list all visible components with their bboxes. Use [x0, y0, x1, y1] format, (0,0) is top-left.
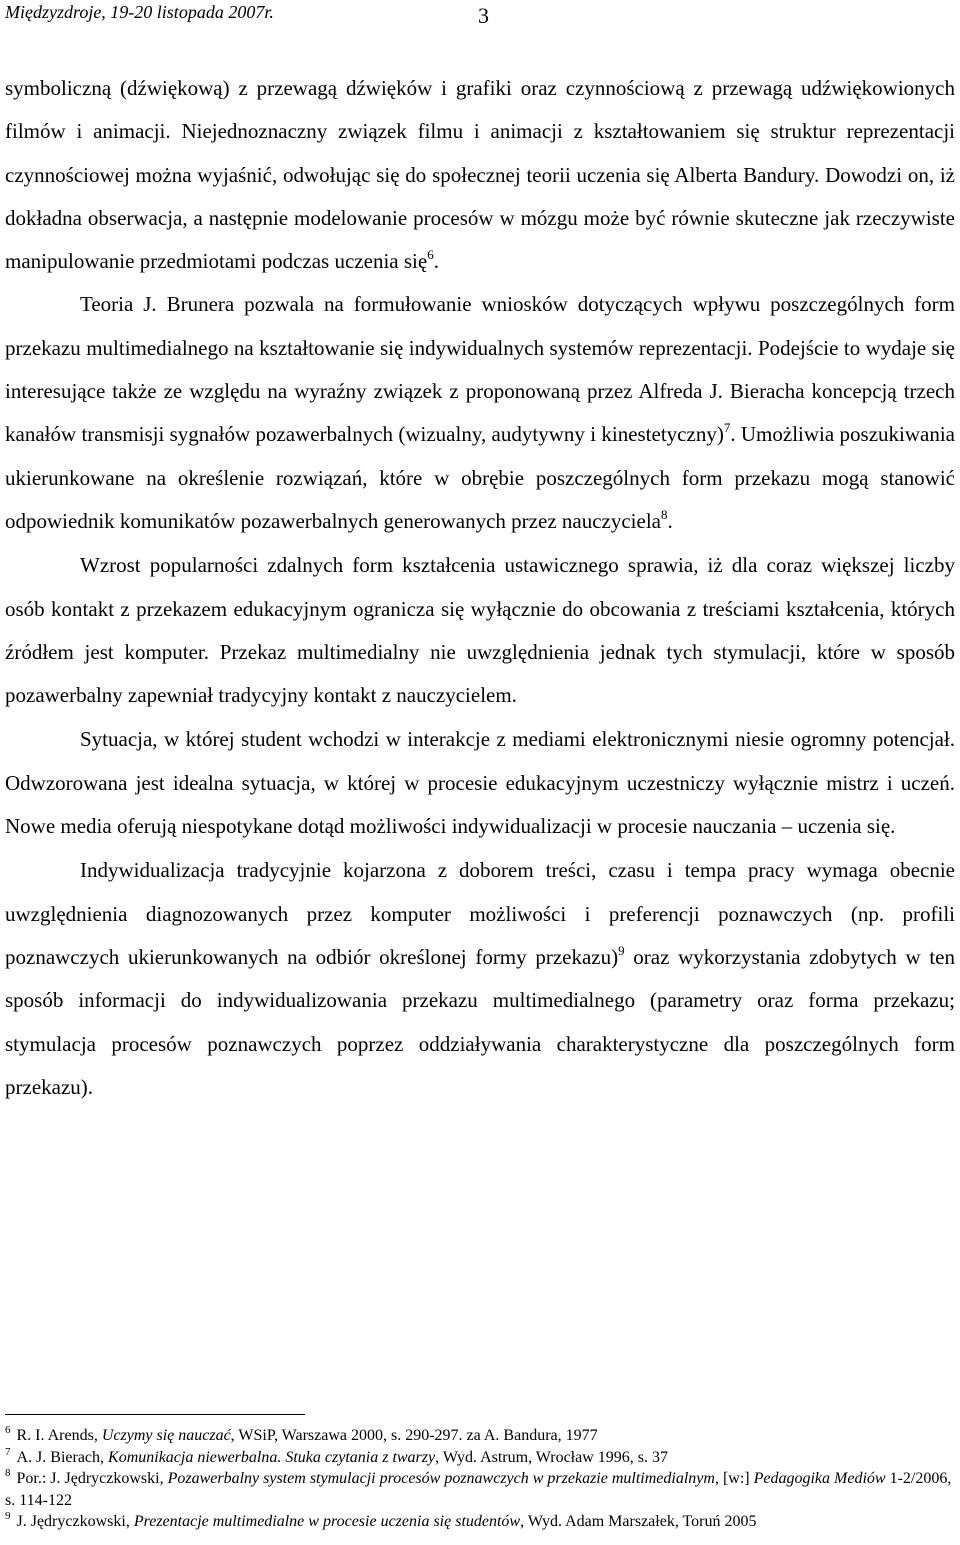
footnote-8	[5, 1468, 955, 1511]
footnote-mark: 9	[5, 1510, 11, 1522]
footnote-text: A. J. Bierach,	[16, 1448, 109, 1466]
page-header	[5, 2, 955, 28]
paragraph-2-text: Teoria J. Brunera pozwala na formułowanie wniosków dotyczących wpływu poszczególnych form przekazu multimedialnego na kształtowanie się indywidualnych systemów reprezentacji. Podejście to wydaje się interesujące także ze względu na wyraźny związek z proponowaną przez Alfreda J. Bieracha koncepcją trzech kanałów transmisji sygnałów pozawerbalnych (wizualny, audytywny i kinestetyczny)	[5, 292, 955, 447]
footnote-mark: 7	[5, 1445, 11, 1458]
footnote-text: , [w:]	[714, 1470, 754, 1487]
footnote-title: Pozawerbalny system stymulacji procesów poznawczych w przekazie multimedialnym	[167, 1470, 715, 1487]
footnote-text: 1-2/2006, s. 114-122	[5, 1470, 952, 1509]
footnote-text: , Wyd. Astrum, Wrocław 1996, s. 37	[435, 1448, 669, 1466]
footnote-title: Uczymy się nauczać	[101, 1427, 231, 1444]
paragraph-2-mid: . Umożliwia poszukiwania ukierunkowane na określenie rozwiązań, które w obrębie poszczególnych form przekazu mogą stanowić odpowiednik komunikatów pozawerbalnych generowanych przez nauczyciela	[5, 422, 955, 533]
footnote-text: , Wyd. Adam Marszałek, Toruń 2005	[520, 1513, 757, 1530]
footnote-title-2: Pedagogika Mediów	[753, 1470, 886, 1487]
footnote-separator	[5, 1414, 305, 1415]
footnote-ref-9[interactable]: 9	[618, 942, 625, 958]
paragraph-1	[5, 67, 955, 283]
paragraph-5-text: Indywidualizacja tradycyjnie kojarzona z doborem treści, czasu i tempa pracy wymaga obecnie uwzględnienia diagnozowanych przez komputer możliwości i preferencji poznawczych (np. profili poznawczych ukierunkowanych na odbiór określonej formy przekazu)	[5, 858, 955, 969]
footnote-text: Por.: J. Jędryczkowski,	[16, 1470, 168, 1487]
footnote-9	[5, 1511, 955, 1533]
paragraph-5	[5, 849, 955, 1109]
header-location-date: Międzyzdroje, 19-20 listopada 2007r.	[5, 2, 274, 22]
footnote-ref-7[interactable]: 7	[723, 420, 731, 436]
paragraph-4: Sytuacja, w której student wchodzi w interakcje z mediami elektronicznymi niesie ogromny potencjał. Odwzorowana jest idealna sytuacja, w której w procesie edukacyjnym uczestniczy wyłącznie mistrz i uczeń. Nowe media oferują niespotykane dotąd możliwości indywidualizacji w procesie nauczania – uczenia się.	[5, 727, 955, 839]
footnote-text: , WSiP, Warszawa 2000, s. 290-297. za A. Bandura, 1977	[230, 1427, 598, 1444]
footnote-6	[5, 1425, 955, 1447]
footnote-title: Prezentacje multimedialne w procesie uczenia się studentów	[133, 1513, 521, 1530]
footnote-text: R. I. Arends,	[16, 1427, 102, 1444]
paragraph-2-end: .	[667, 508, 673, 533]
footnotes	[5, 1425, 955, 1533]
paragraph-3: Wzrost popularności zdalnych form kształcenia ustawicznego sprawia, iż dla coraz większej liczby osób kontakt z przekazem edukacyjnym ogranicza się wyłącznie do obcowania z treściami kształcenia, których źródłem jest komputer. Przekaz multimedialny nie uwzględnienia jednak tych stymulacji, które w sposób pozawerbalny zapewniał tradycyjny kontakt z nauczycielem.	[5, 553, 955, 708]
main-text	[5, 67, 955, 1109]
footnote-ref-8[interactable]: 8	[660, 506, 668, 522]
paragraph-2	[5, 283, 955, 543]
footnote-7	[5, 1447, 955, 1469]
footnote-mark: 6	[5, 1424, 11, 1436]
paragraph-1-text: symboliczną (dźwiękową) z przewagą dźwięków i grafiki oraz czynnościową z przewagą udźwiękowionych filmów i animacji. Niejednoznaczny związek filmu i animacji z kształtowaniem się struktur reprezentacji czynnościowej można wyjaśnić, odwołując się do społecznej teorii uczenia się Alberta Bandury. Dowodzi on, iż dokładna obserwacja, a następnie modelowanie procesów w mózgu może być równie skuteczne jak rzeczywiste manipulowanie przedmiotami podczas uczenia się	[5, 76, 955, 274]
paragraph-5-end: oraz wykorzystania zdobytych w ten sposób informacji do indywidualizowania przekazu multimedialnego (parametry oraz forma przekazu; stymulacja procesów poznawczych poprzez oddziaływania charakterystyczne dla poszczególnych form przekazu).	[5, 944, 955, 1099]
footnote-mark: 8	[5, 1467, 11, 1479]
paragraph-1-end: .	[433, 249, 439, 274]
footnote-ref-6[interactable]: 6	[427, 247, 434, 263]
footnote-title: Komunikacja niewerbalna. Stuka czytania z twarzy	[108, 1448, 436, 1466]
page-number: 3	[478, 3, 489, 28]
footnote-text: J. Jędryczkowski,	[16, 1513, 134, 1530]
